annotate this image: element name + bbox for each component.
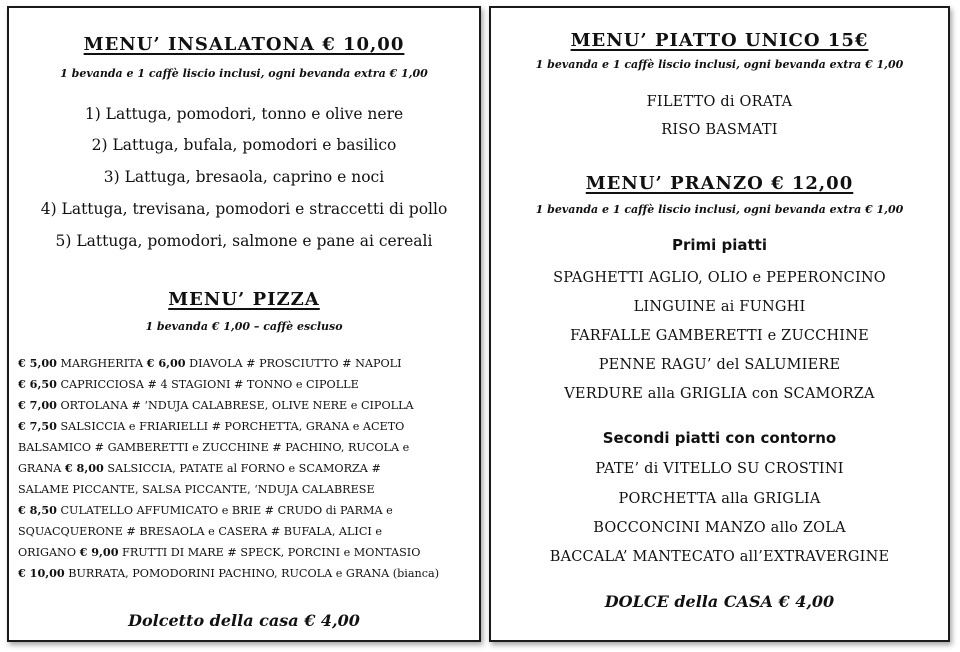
- secondi-item: PATE’ di VITELLO SU CROSTINI: [595, 461, 844, 477]
- pizza-subtitle: 1 bevanda € 1,00 – caffè escluso: [145, 320, 343, 333]
- insalatona-item: 4) Lattuga, trevisana, pomodori e straccetti di pollo: [40, 200, 448, 218]
- pizza-line: SALAME PICCANTE, SALSA PICCANTE, ‘NDUJA CALABRESE: [18, 483, 375, 496]
- pizza-line: € 7,00 ORTOLANA # ‘NDUJA CALABRESE, OLIVE NERE e CIPOLLA: [18, 398, 414, 412]
- pranzo-subtitle: 1 bevanda e 1 caffè liscio inclusi, ogni bevanda extra € 1,00: [535, 203, 904, 216]
- primi-title: Primi piatti: [671, 236, 767, 254]
- pranzo-title: MENU’ PRANZO € 12,00: [585, 173, 854, 194]
- insalatona-item: 1) Lattuga, pomodori, tonno e olive nere: [84, 105, 404, 123]
- piatto-unico-title: MENU’ PIATTO UNICO 15€: [570, 30, 869, 51]
- pizza-line: € 6,50 CAPRICCIOSA # 4 STAGIONI # TONNO e CIPOLLE: [18, 377, 359, 391]
- primi-item: VERDURE alla GRIGLIA con SCAMORZA: [564, 386, 875, 402]
- dolce-line: DOLCE della CASA € 4,00: [604, 592, 835, 611]
- secondi-item: BOCCONCINI MANZO allo ZOLA: [593, 520, 846, 536]
- piatto-unico-item: RISO BASMATI: [661, 122, 778, 138]
- pizza-title: MENU’ PIZZA: [168, 289, 320, 310]
- secondi-item: PORCHETTA alla GRIGLIA: [618, 491, 821, 507]
- pizza-line: € 10,00 BURRATA, POMODORINI PACHINO, RUCOLA e GRANA (bianca): [18, 566, 440, 580]
- primi-item: SPAGHETTI AGLIO, OLIO e PEPERONCINO: [553, 270, 886, 286]
- left-menu-panel: [7, 6, 481, 642]
- insalatona-item: 2) Lattuga, bufala, pomodori e basilico: [91, 136, 397, 154]
- secondi-title: Secondi piatti con contorno: [602, 429, 837, 447]
- pizza-line: € 5,00 MARGHERITA € 6,00 DIAVOLA # PROSCIUTTO # NAPOLI: [18, 356, 402, 370]
- primi-item: FARFALLE GAMBERETTI e ZUCCHINE: [570, 328, 869, 344]
- dolcetto-line: Dolcetto della casa € 4,00: [128, 611, 360, 630]
- insalatona-item: 3) Lattuga, bresaola, caprino e noci: [103, 168, 385, 186]
- primi-item: LINGUINE ai FUNGHI: [633, 299, 806, 315]
- pizza-line: € 7,50 SALSICCIA e FRIARIELLI # PORCHETTA, GRANA e ACETO: [18, 419, 405, 433]
- insalatona-title: MENU’ INSALATONA € 10,00: [83, 34, 405, 55]
- primi-item: PENNE RAGU’ del SALUMIERE: [598, 357, 841, 373]
- pizza-line: ORIGANO € 9,00 FRUTTI DI MARE # SPECK, PORCINI e MONTASIO: [18, 545, 421, 559]
- pizza-line: SQUACQUERONE # BRESAOLA e CASERA # BUFALA, ALICI e: [18, 525, 383, 538]
- pizza-line: € 8,50 CULATELLO AFFUMICATO e BRIE # CRUDO di PARMA e: [18, 503, 393, 517]
- pizza-line: GRANA € 8,00 SALSICCIA, PATATE al FORNO e SCAMORZA #: [18, 461, 381, 475]
- insalatona-subtitle: 1 bevanda e 1 caffè liscio inclusi, ogni bevanda extra € 1,00: [60, 67, 428, 80]
- insalatona-item: 5) Lattuga, pomodori, salmone e pane ai cereali: [55, 232, 433, 250]
- pizza-list: [18, 353, 478, 584]
- piatto-unico-item: FILETTO di ORATA: [646, 94, 793, 110]
- pizza-line: BALSAMICO # GAMBERETTI e ZUCCHINE # PACHINO, RUCOLA e: [18, 441, 410, 454]
- piatto-unico-subtitle: 1 bevanda e 1 caffè liscio inclusi, ogni bevanda extra € 1,00: [535, 58, 904, 71]
- right-menu-panel: [489, 6, 950, 642]
- secondi-item: BACCALA’ MANTECATO all’EXTRAVERGINE: [549, 549, 890, 565]
